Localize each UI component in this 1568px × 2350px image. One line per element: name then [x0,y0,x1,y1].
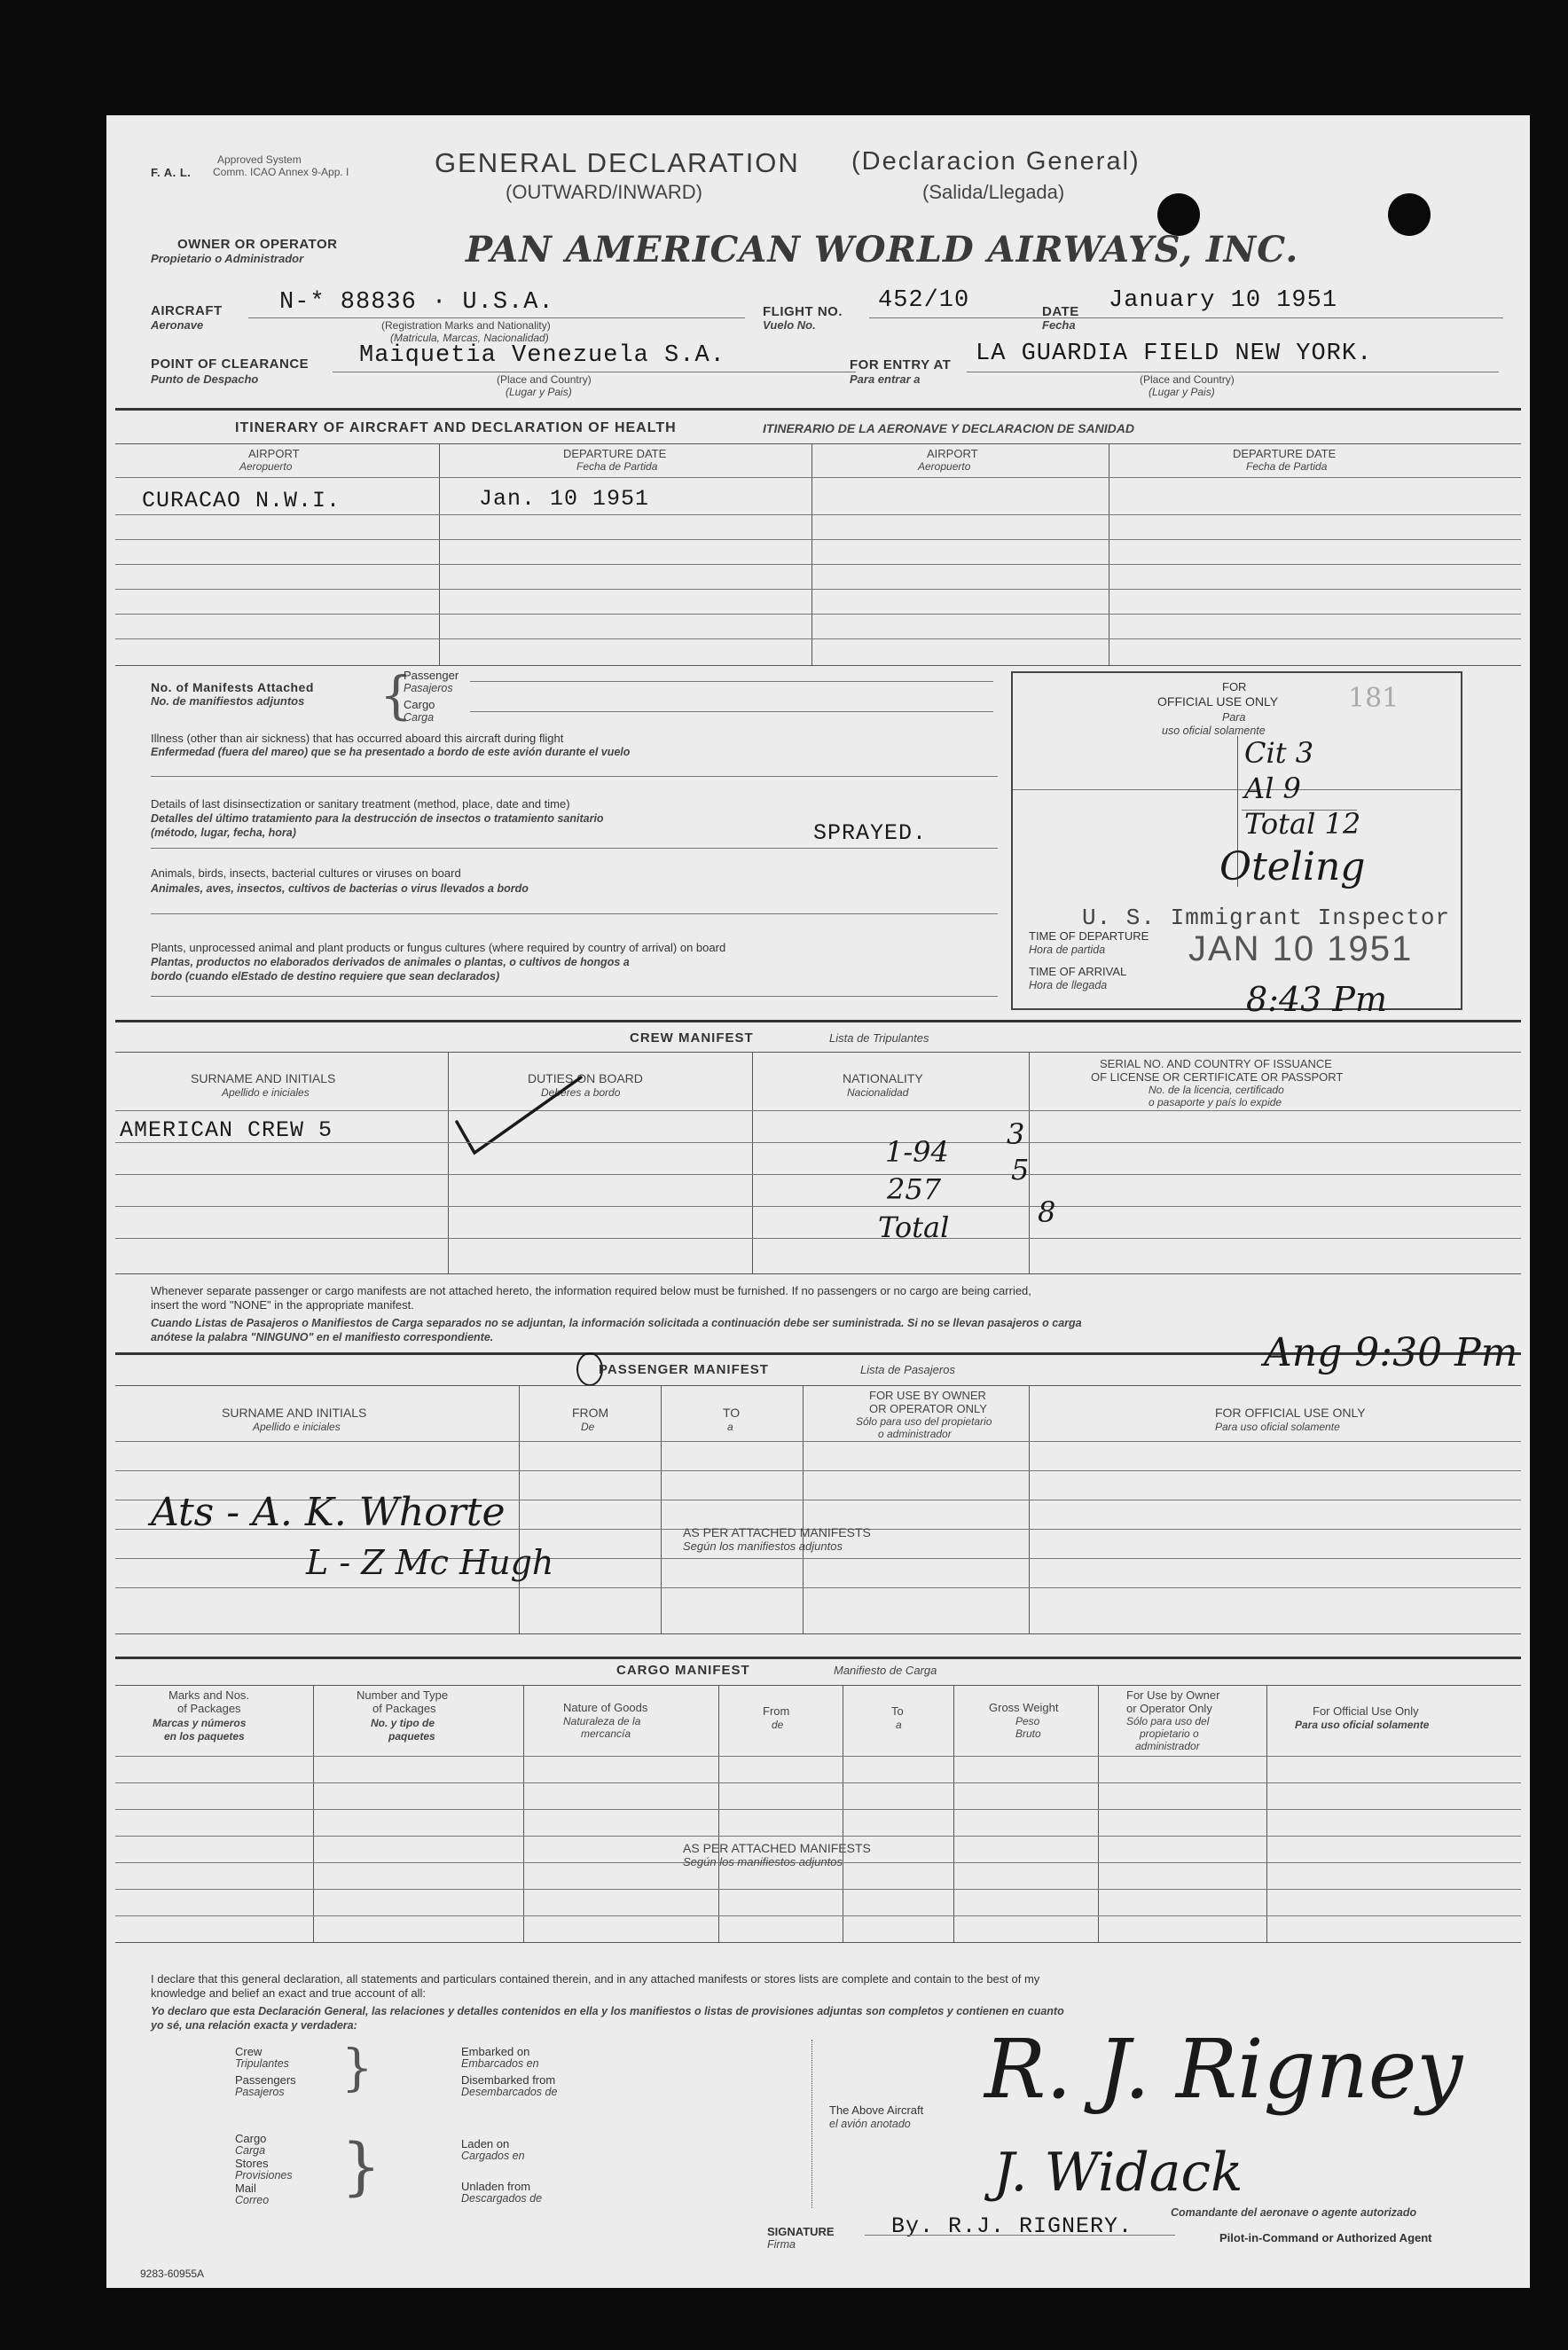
animals-label-es: Animales, aves, insectos, cultivos de bacterias o virus llevados a bordo [151,882,529,895]
clearance-label-en: POINT OF CLEARANCE [151,356,310,372]
title-es-sub: (Salida/Llegada) [922,181,1065,203]
itin-col-airport-1-es: Aeropuerto [239,460,293,473]
fal-label: F. A. L. [151,166,192,179]
cargo-col2-es1: No. y tipo de [371,1717,435,1729]
passenger-heading-es: Lista de Pasajeros [860,1363,955,1376]
itinerary-heading-en: ITINERARY OF AIRCRAFT AND DECLARATION OF HEALTH [235,420,677,435]
itin-col-airport-2: AIRPORT [927,447,978,460]
departure-label-en: TIME OF DEPARTURE [1029,929,1149,943]
cargo-col5-en: To [891,1704,904,1718]
crew-checkmark [448,1069,590,1157]
aircraft-value: N-* 88836 · U.S.A. [279,289,554,316]
itin-col-departure-2: DEPARTURE DATE [1233,447,1337,460]
crew-col4-es1: No. de la licencia, certificado [1149,1084,1284,1096]
decl-cargo-en: Cargo [235,2132,267,2145]
decl-above-es: el avión anotado [829,2118,911,2130]
pass-hw-row1: Ats - A. K. Whorte [151,1490,506,1535]
date-label-es: Fecha [1042,318,1076,332]
crew-hw-c2: 8 [1038,1195,1056,1229]
title-es: (Declaracion General) [851,147,1141,176]
decl-laden-en: Laden on [461,2137,510,2150]
crew-col3-es: Nacionalidad [847,1086,909,1099]
owner-value: PAN AMERICAN WORLD AIRWAYS, INC. [466,229,1299,270]
clearance-label-es: Punto de Despacho [151,372,259,386]
departure-label-es: Hora de partida [1029,944,1106,956]
disinsect-label-es2: (método, lugar, fecha, hora) [151,826,296,839]
pass-col4-es2: o administrador [878,1428,952,1440]
cargo-col1-en1: Marks and Nos. [169,1688,250,1702]
itin-col-departure-1-es: Fecha de Partida [576,460,658,473]
arrival-label-es: Hora de llegada [1029,979,1108,991]
cargo-col6-es1: Peso [1015,1715,1040,1727]
cargo-col7-es2: propietario o [1140,1727,1199,1740]
cargo-col6-en: Gross Weight [989,1701,1059,1714]
manifests-label-en: No. of Manifests Attached [151,680,314,694]
title-en: GENERAL DECLARATION [435,147,800,178]
decl-crew-en: Crew [235,2045,263,2058]
crew-heading-es: Lista de Tripulantes [829,1031,929,1045]
decl-by-value: By. R.J. RIGNERY. [891,2213,1133,2239]
decl-en2: knowledge and belief an exact and true account of all: [151,1986,427,2000]
decl-pass-en: Passengers [235,2073,296,2087]
passenger-label-es: Pasajeros [404,682,453,694]
itin-col-airport-1: AIRPORT [248,447,300,460]
clearance-sub-en: (Place and Country) [497,373,592,386]
cargo-label-es: Carga [404,711,435,724]
cargo-heading-es: Manifiesto de Carga [834,1664,937,1677]
itin-col-departure-2-es: Fecha de Partida [1246,460,1328,473]
cargo-heading-en: CARGO MANIFEST [616,1663,750,1678]
itin-row1-airport: CURACAO N.W.I. [142,488,341,513]
decl-mail-en: Mail [235,2182,256,2195]
official-for: FOR [1222,680,1247,693]
passenger-label-en: Passenger [404,669,459,682]
cargo-as-per-es: Según los manifiestos adjuntos [683,1855,843,1868]
arrival-label-en: TIME OF ARRIVAL [1029,965,1127,978]
crew-col2-es: Deberes a bordo [541,1086,621,1099]
pass-col2-es: De [581,1421,595,1433]
animals-label-en: Animals, birds, insects, bacterial cultures or viruses on board [151,866,461,880]
aircraft-label-es: Aeronave [151,318,204,332]
cargo-col2-es2: paquetes [388,1730,435,1743]
icao-label: Comm. ICAO Annex 9-App. I [213,166,349,178]
decl-signature-es: Firma [767,2238,796,2251]
cargo-col1-es2: en los paquetes [164,1730,245,1743]
owner-label-es: Propietario o Administrador [151,252,304,265]
crew-hw-b2: 5 [1011,1153,1030,1187]
cargo-col2-en1: Number and Type [357,1688,449,1702]
cargo-col8-en: For Official Use Only [1313,1704,1419,1718]
entry-label-es: Para entrar a [850,372,921,386]
decl-cargo-es: Carga [235,2144,266,2157]
pass-col4-en1: FOR USE BY OWNER [869,1389,986,1402]
itin-row1-date: Jan. 10 1951 [479,486,650,512]
disinsect-label-es1: Detalles del último tratamiento para la destrucción de insectos o tratamiento sanitario [151,812,604,825]
decl-embarked-es: Embarcados en [461,2057,539,2070]
crew-row1-value: AMERICAN CREW 5 [120,1117,333,1143]
date-stamp: JAN 10 1951 [1188,929,1414,968]
inspector-stamp: U. S. Immigrant Inspector [1082,905,1451,931]
passenger-heading-en: PASSENGER MANIFEST [599,1362,769,1377]
pass-as-per-es: Según los manifiestos adjuntos [683,1539,843,1553]
decl-unladen-es: Descargados de [461,2192,543,2205]
declaration-sheet [106,115,1530,2288]
decl-disembarked-es: Desembarcados de [461,2086,558,2098]
clearance-value: Maiquetia Venezuela S.A. [359,342,725,369]
decl-mail-es: Correo [235,2194,270,2206]
official-hw-line1: Cit 3 [1244,736,1314,770]
decl-crew-es: Tripulantes [235,2057,289,2070]
pass-col5-es: Para uso oficial solamente [1215,1421,1340,1433]
cargo-col3-es1: Naturaleza de la [563,1715,641,1727]
cargo-col7-es3: administrador [1135,1740,1200,1752]
crew-hw-a2: 3 [1007,1117,1025,1151]
official-para: Para [1222,711,1246,724]
aircraft-sub-es: (Matricula, Marcas, Nacionalidad) [390,332,549,344]
cargo-label-en: Cargo [404,698,435,711]
decl-signature-en: SIGNATURE [767,2225,835,2238]
plants-label-en: Plants, unprocessed animal and plant products or fungus cultures (where required by country of arrival) on board [151,941,726,954]
official-hw-line3: Total 12 [1244,807,1361,841]
crew-col3-en: NATIONALITY [843,1071,923,1085]
illness-label-es: Enfermedad (fuera del mareo) que se ha presentado a bordo de este avión durante el vuelo [151,746,631,758]
decl-hw-signature1: R. J. Rigney [984,2022,1463,2117]
notice-es1: Cuando Listas de Pasajeros o Manifiestos de Carga separados no se adjuntan, la información solicitada a continuación debe ser suministrada. Si no se llevan pasajeros o carga [151,1317,1082,1329]
itinerary-heading-es: ITINERARIO DE LA AERONAVE Y DECLARACION DE SANIDAD [763,421,1134,435]
itin-col-airport-2-es: Aeropuerto [918,460,971,473]
cargo-col7-en2: or Operator Only [1126,1702,1212,1715]
crew-col4-es2: o pasaporte y país lo expide [1149,1096,1282,1108]
decl-hw-signature2: J. Widack [993,2142,1243,2204]
official-stamp-number: 181 [1348,683,1399,714]
cargo-col3-en: Nature of Goods [563,1701,648,1714]
decl-en1: I declare that this general declaration, all statements and particulars contained therein, and in any attached manifests or stores lists are complete and contain to the best of my [151,1972,1040,1986]
cargo-col4-es: de [772,1719,784,1731]
pass-col3-es: a [727,1421,733,1433]
pass-col5-en: FOR OFFICIAL USE ONLY [1215,1406,1366,1420]
disinsect-label-en: Details of last disinsectization or sanitary treatment (method, place, date and time) [151,797,570,811]
entry-label-en: FOR ENTRY AT [850,357,952,372]
plants-label-es2: bordo (cuando elEstado de destino requiere que sean declarados) [151,970,500,983]
official-heading: OFFICIAL USE ONLY [1157,694,1279,709]
official-uso: uso oficial solamente [1162,725,1266,737]
plants-label-es1: Plantas, productos no elaborados derivados de animales o plantas, o cultivos de hongos a [151,956,630,968]
decl-brace-2: } [341,2130,381,2203]
disinsect-value: SPRAYED. [813,820,928,846]
decl-embarked-en: Embarked on [461,2045,530,2058]
entry-sub-en: (Place and Country) [1140,373,1235,386]
entry-sub-es: (Lugar y Pais) [1149,386,1215,398]
clearance-sub-es: (Lugar y Pais) [506,386,572,398]
decl-laden-es: Cargados en [461,2150,525,2162]
decl-unladen-en: Unladen from [461,2180,531,2193]
crew-hw-b: 257 [887,1172,942,1206]
decl-commander-en: Pilot-in-Command or Authorized Agent [1219,2231,1432,2244]
passenger-hw-note: Ang 9:30 Pm [1264,1330,1518,1375]
date-value: January 10 1951 [1109,287,1338,314]
owner-label-en: OWNER OR OPERATOR [177,237,338,252]
official-hw-signature: Oteling [1219,844,1366,889]
decl-disembarked-en: Disembarked from [461,2073,556,2087]
cargo-col7-es1: Sólo para uso del [1126,1715,1210,1727]
manifests-brace: { [380,665,412,725]
flight-label-es: Vuelo No. [763,318,816,332]
punch-hole-right [1388,193,1431,236]
cargo-col2-en2: of Packages [372,1702,436,1715]
cargo-col1-en2: of Packages [177,1702,241,1715]
pass-col1-en: SURNAME AND INITIALS [222,1406,367,1420]
decl-es2: yo sé, una relación exacta y verdadera: [151,2019,357,2032]
cargo-col4-en: From [763,1704,790,1718]
notice-es2: anótese la palabra "NINGUNO" en el manifiesto correspondiente. [151,1331,494,1343]
pass-as-per-en: AS PER ATTACHED MANIFESTS [683,1525,871,1539]
notice-en2: insert the word "NONE" in the appropriate manifest. [151,1298,414,1312]
flight-value: 452/10 [878,287,970,314]
crew-col1-es: Apellido e iniciales [222,1086,310,1099]
date-label-en: DATE [1042,304,1079,319]
form-number: 9283-60955A [140,2268,205,2280]
manifests-label-es: No. de manifiestos adjuntos [151,694,305,708]
pass-col4-es1: Sólo para uso del propietario [856,1415,992,1428]
cargo-col7-en1: For Use by Owner [1126,1688,1220,1702]
crew-col1-en: SURNAME AND INITIALS [191,1071,336,1085]
pass-hw-row2: L - Z Mc Hugh [306,1543,554,1582]
pass-col4-en2: OR OPERATOR ONLY [869,1402,987,1415]
decl-stores-en: Stores [235,2157,269,2170]
decl-pass-es: Pasajeros [235,2086,285,2098]
cargo-col5-es: a [896,1719,902,1731]
flight-label-en: FLIGHT NO. [763,304,843,319]
decl-above-en: The Above Aircraft [829,2103,924,2117]
cargo-col6-es2: Bruto [1015,1727,1041,1740]
aircraft-label-en: AIRCRAFT [151,303,223,318]
title-en-sub: (OUTWARD/INWARD) [506,181,702,203]
decl-commander-es: Comandante del aeronave o agente autorizado [1171,2206,1417,2219]
decl-brace-1: } [341,2040,373,2097]
cargo-as-per-en: AS PER ATTACHED MANIFESTS [683,1841,871,1855]
cargo-col3-es2: mercancía [581,1727,631,1740]
entry-value: LA GUARDIA FIELD NEW YORK. [976,341,1373,367]
notice-en1: Whenever separate passenger or cargo manifests are not attached hereto, the information required below must be furnished. If no passengers or no cargo are being carried, [151,1284,1031,1297]
decl-es1: Yo declaro que esta Declaración General, las relaciones y detalles contenidos en ella y los manifiestos o listas de provisiones adjuntas son completos y contienen en cuanto [151,2005,1064,2017]
crew-col4-en2: OF LICENSE OR CERTIFICATE OR PASSPORT [1091,1070,1344,1084]
pass-col1-es: Apellido e iniciales [253,1421,341,1433]
aircraft-sub-en: (Registration Marks and Nationality) [381,319,551,332]
pass-col3-en: TO [723,1406,741,1420]
approved-system-label: Approved System [217,153,302,166]
decl-stores-es: Provisiones [235,2169,293,2182]
arrival-time: 8:43 Pm [1246,980,1388,1019]
itin-col-departure-1: DEPARTURE DATE [563,447,667,460]
crew-col4-en1: SERIAL NO. AND COUNTRY OF ISSUANCE [1100,1057,1332,1070]
crew-hw-a: 1-94 [885,1135,949,1169]
pass-col2-en: FROM [572,1406,609,1420]
crew-hw-c: Total [878,1210,950,1244]
cargo-col8-es: Para uso oficial solamente [1295,1719,1430,1731]
illness-label-en: Illness (other than air sickness) that has occurred aboard this aircraft during flight [151,732,564,745]
crew-heading-en: CREW MANIFEST [630,1030,754,1046]
crew-col2-en: DUTIES ON BOARD [528,1071,643,1085]
official-hw-line2: Al 9 [1244,772,1301,805]
cargo-col1-es1: Marcas y números [153,1717,247,1729]
